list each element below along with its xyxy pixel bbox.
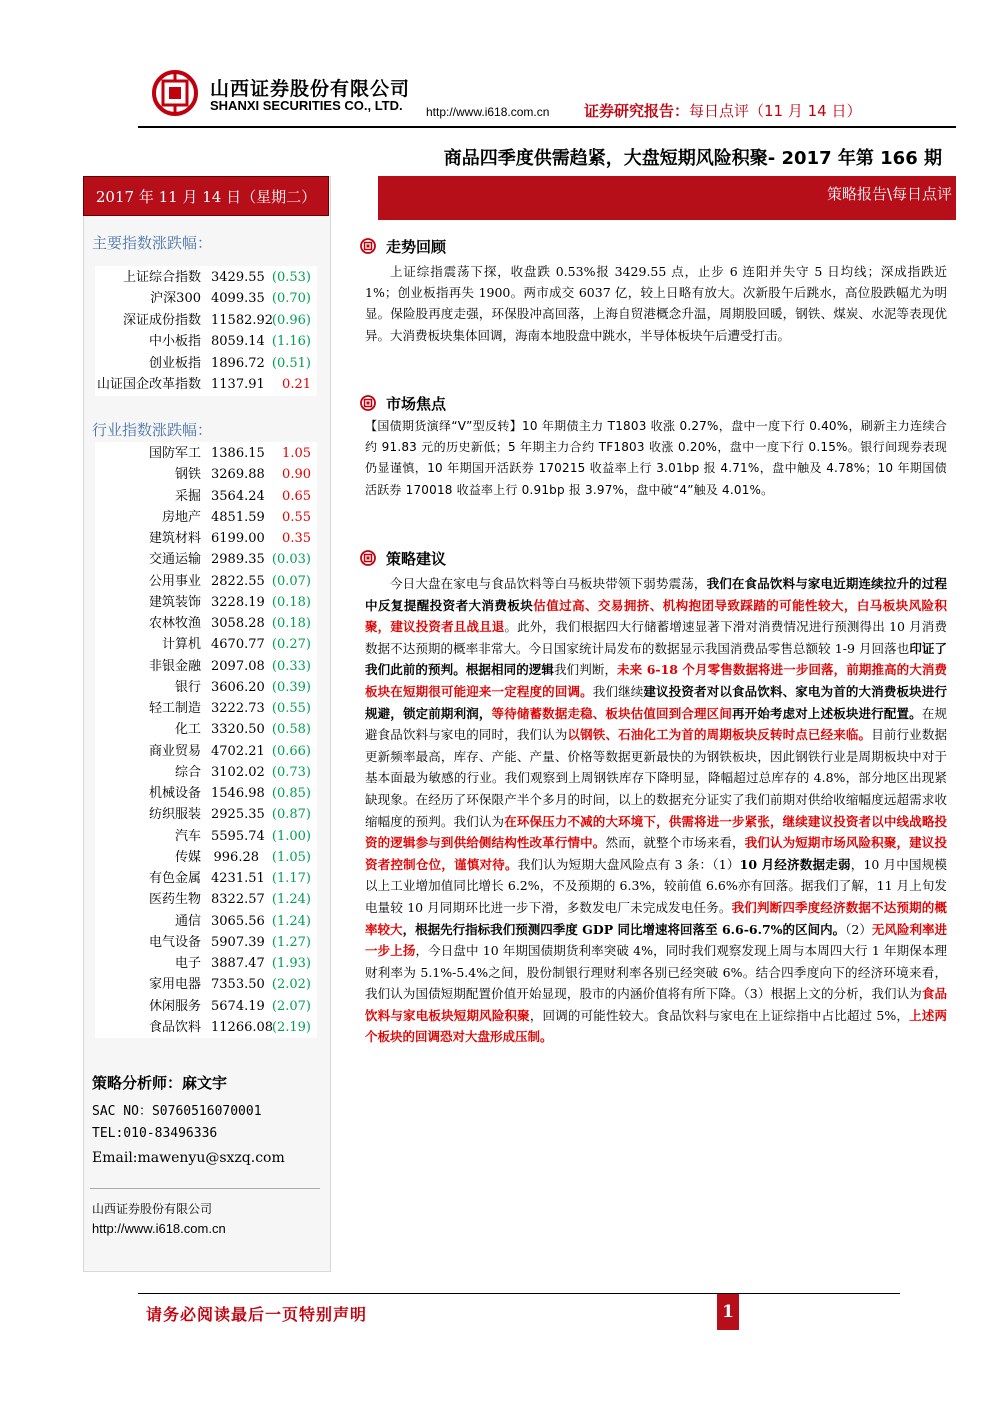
paragraph-segment: 我们判断， — [554, 662, 618, 678]
index-value: 5907.39 — [211, 934, 265, 950]
index-value: 4702.21 — [211, 743, 265, 759]
paragraph-segment: 再开始考虑对上述板块进行配置。 — [731, 705, 922, 721]
index-value: 1896.72 — [211, 355, 265, 371]
category-tag: 策略报告\每日点评 — [826, 185, 952, 203]
paragraph-segment: 然而，就整个市场来看， — [605, 835, 745, 851]
table-row — [95, 592, 317, 613]
report-label: 证券研究报告： — [584, 102, 690, 120]
index-value: 6199.00 — [211, 531, 265, 546]
index-value: 996.28 — [213, 849, 259, 865]
index-value: 3320.50 — [211, 722, 265, 738]
table-row — [95, 288, 317, 309]
table-row — [95, 974, 317, 995]
table-row — [95, 996, 317, 1017]
header-divider — [138, 126, 956, 128]
index-value: 2097.08 — [211, 658, 265, 674]
page-title: 商品四季度供需趋紧，大盘短期风险积聚- 2017 年第 166 期 — [443, 148, 942, 169]
index-value: 3058.28 — [211, 616, 265, 631]
index-change: (0.66) — [271, 743, 311, 759]
index-name: 有色金属 — [148, 871, 201, 886]
table-row — [95, 443, 317, 464]
index-name: 电子 — [174, 956, 201, 971]
paragraph-segment: ，回调的可能性较大。食品饮料与家电在上证综指中占比超过 5%， — [529, 1007, 910, 1023]
index-value: 1546.98 — [211, 786, 265, 801]
header-url[interactable]: http://www.i618.com.cn — [426, 105, 550, 119]
index-name: 非银金融 — [148, 658, 201, 674]
index-change: 0.55 — [282, 509, 311, 525]
index-value: 5595.74 — [211, 828, 265, 844]
index-value: 8059.14 — [211, 334, 265, 350]
index-change: (2.07) — [271, 998, 311, 1014]
paragraph-segment: 我们在食品饮料与家电近期连续拉升的过程中反复提醒投资者大消费板块 — [365, 576, 947, 613]
paragraph-segment: 在环保压力不减的大环境下，供需将进一步紧张，继续建议投资者以中线战略投资的逻辑参与到供给侧结构性改革行情中。 — [365, 813, 947, 851]
index-change: (1.27) — [271, 934, 311, 950]
page-number: 1 — [717, 1294, 739, 1330]
index-change: 1.05 — [282, 446, 311, 461]
paragraph-segment: 等待储蓄数据走稳、板块估值回到合理区间 — [491, 705, 732, 721]
index-value: 1386.15 — [211, 446, 265, 461]
index-name: 建筑材料 — [148, 531, 201, 546]
index-change: (2.02) — [271, 977, 311, 993]
table-row — [95, 741, 317, 762]
index-change: 0.65 — [282, 488, 311, 504]
paragraph-segment: 我们继续 — [592, 683, 644, 699]
index-change: (0.85) — [271, 786, 311, 801]
index-value: 4099.35 — [211, 291, 265, 307]
section-logo-icon — [360, 550, 376, 566]
paragraph-segment: 无风险利率进一步上扬 — [365, 921, 947, 959]
paragraph-segment: 今日大盘在家电与食品饮料等白马板块带领下弱势震荡， — [390, 576, 707, 591]
index-name: 商业贸易 — [148, 743, 201, 759]
index-change: (1.24) — [271, 892, 311, 908]
index-change: 0.35 — [282, 531, 311, 546]
section-title: 市场焦点 — [386, 395, 447, 413]
industry-index-heading: 行业指数涨跌幅： — [92, 421, 213, 439]
index-name: 深证成份指数 — [122, 312, 201, 328]
index-change: (0.51) — [271, 355, 311, 371]
paragraph-segment: 以钢铁、石油化工为首的周期板块反转时点已经来临。 — [567, 727, 872, 743]
index-name: 汽车 — [174, 828, 201, 844]
paragraph-segment: 未来 6-18 个月零售数据将进一步回落，前期推高的大消费板块在短期很可能迎来一定程度的回调。 — [365, 662, 947, 699]
index-change: (0.96) — [271, 312, 311, 328]
paragraph-segment: 。此外，我们根据四大行储蓄增速显著下滑对消费情况进行预测得出 10 月消费数据不达预期的概率非常大。今日国家统计局发布的数据显示我国消费品零售总额较 1-9 月回落也 — [365, 619, 947, 656]
footer-divider — [138, 1293, 900, 1294]
section-heading-strategy — [360, 548, 446, 569]
table-row — [95, 267, 317, 288]
table-row — [95, 464, 317, 485]
index-value: 11582.92 — [211, 312, 274, 328]
report-type-value: 每日点评（11 月 14 日） — [689, 102, 862, 120]
table-row — [95, 762, 317, 783]
index-value: 11266.08 — [211, 1019, 274, 1035]
paragraph-segment: 我们判断四季度经济数据不达预期的概率较大 — [365, 899, 947, 937]
index-change: (0.03) — [271, 552, 311, 568]
paragraph-segment: 目前行业数据更新频率最高，库存、产能、产量、价格等数据更新最快的为钢铁板块，因此钢铁行业是周期板块中对于基本面最为敏感的行业。我们观察到上周钢铁库存下降明显，降幅超过总库存的 4.8%，部分地区出现紧缺现象。在经历了环保限产半个多月的时间，以上的数据充分证实了我们前期对供给收缩幅度远超需求收缩幅度的预判。我们认为 — [365, 727, 947, 829]
paragraph-segment: 10 月经济数据走弱 — [739, 856, 851, 872]
index-change: (0.18) — [271, 594, 311, 610]
index-value: 8322.57 — [211, 892, 265, 908]
index-name: 山证国企改革指数 — [96, 377, 201, 392]
table-row — [95, 656, 317, 677]
index-change: (1.93) — [271, 956, 311, 971]
section-logo-icon — [360, 395, 376, 411]
index-name: 传媒 — [174, 849, 201, 865]
index-name: 纺织服装 — [148, 807, 201, 823]
paragraph-focus: 【国债期货演绎“V”型反转】10 年期债主力 T1803 收涨 0.27%，盘中一度下行 0.40%，刷新主力连续合约 91.83 元的历史新低；5 年期主力合约 TF1803 收涨 0.20%，盘中一度下行 0.15%。银行间现券表现仍显谨慎，10 年期国开活跃券 170215 收益率上行 3.01bp 报 4.71%，盘中触及 4.78%；10 年期国债活跃券 170018 收益率上行 0.91bp 报 3.97%，盘中破“4”触及 4.01%。 — [365, 419, 947, 497]
index-change: (1.16) — [271, 334, 311, 350]
sidebar-company: 山西证券股份有限公司 — [92, 1202, 213, 1216]
index-value: 2989.35 — [211, 552, 265, 568]
index-change: (0.53) — [271, 270, 311, 285]
index-name: 钢铁 — [174, 467, 201, 483]
main-index-heading: 主要指数涨跌幅： — [92, 234, 213, 252]
index-value: 1137.91 — [211, 377, 265, 392]
company-name-cn: 山西证券股份有限公司 — [210, 78, 411, 100]
section-logo-icon — [360, 238, 376, 254]
analyst-sac: SAC NO：S0760516070001 — [92, 1104, 262, 1119]
table-row — [95, 932, 317, 953]
table-row — [95, 507, 317, 528]
index-name: 计算机 — [161, 637, 201, 653]
table-row — [95, 374, 317, 395]
paragraph-segment: 印证了我们此前的预判。根据相同的逻辑 — [365, 640, 947, 678]
sidebar-url[interactable]: http://www.i618.com.cn — [92, 1221, 226, 1236]
table-row — [95, 698, 317, 719]
sidebar-divider — [90, 1188, 320, 1189]
index-name: 综合 — [174, 764, 201, 780]
index-change: (0.87) — [271, 807, 311, 823]
paragraph-segment: ，今日盘中 10 年期国债期货利率突破 4%，同时我们观察发现上周与本周四大行 1 年期保本理财利率为 5.1%-5.4%之间，股份制银行理财利率各别已经突破 6%。结合四季度向下的经济环境来看，我们认为国债短期配置价值开始显现，股市的内涵价值将有所下降。（3）根据上文的分析，我们认为 — [365, 943, 948, 1002]
index-change: (2.19) — [271, 1019, 311, 1035]
table-row — [95, 868, 317, 889]
index-name: 轻工制造 — [148, 701, 201, 716]
index-change: (0.07) — [271, 573, 311, 589]
table-row — [95, 486, 317, 507]
index-name: 上证综合指数 — [122, 270, 201, 285]
index-change: (1.05) — [271, 849, 311, 865]
table-row — [95, 889, 317, 910]
table-row — [95, 847, 317, 868]
index-change: (0.27) — [271, 637, 311, 653]
index-value: 5674.19 — [211, 998, 265, 1014]
analyst-tel: TEL:010-83496336 — [92, 1126, 218, 1141]
table-row — [95, 1017, 317, 1038]
index-name: 化工 — [174, 722, 201, 738]
index-name: 休闲服务 — [148, 998, 201, 1014]
table-row — [95, 804, 317, 825]
index-change: (0.73) — [271, 764, 311, 780]
paragraph-segment: ，10 月中国规模以上工业增加值同比增长 6.2%，不及预期的 6.3%，较前值 6.6%亦有回落。据我们了解，11 月上旬发电量较 10 月同期环比进一步下滑，多数发电厂未完成发电任务。 — [365, 856, 947, 915]
table-row — [95, 953, 317, 974]
table-row — [95, 719, 317, 740]
index-name: 创业板指 — [148, 355, 201, 371]
index-change: (1.17) — [271, 871, 311, 886]
index-value: 3887.47 — [211, 956, 265, 971]
section-title: 策略建议 — [386, 550, 447, 568]
index-value: 4851.59 — [211, 509, 265, 525]
index-value: 2822.55 — [211, 573, 265, 589]
index-change: 0.90 — [282, 467, 311, 483]
index-name: 国防军工 — [148, 446, 201, 461]
section-heading-focus — [360, 393, 446, 414]
analyst-name: 策略分析师：麻文宇 — [92, 1074, 228, 1092]
company-logo-icon — [152, 70, 198, 116]
index-change: (0.58) — [271, 722, 311, 738]
index-change: (1.24) — [271, 913, 311, 929]
table-row — [95, 310, 317, 331]
paragraph-trend: 上证综指震荡下探，收盘跌 0.53%报 3429.55 点，止步 6 连阳并失守 5 日均线；深成指跌近 1%；创业板指再失 1900。两市成交 6037 亿，较上日略有放大。次新股午后跳水，高位股跌幅尤为明显。保险股再度走强，环保股冲高回落，上海自贸港概念升温，周期股回暖，钢铁、煤炭、水泥等表现优异。大消费板块集体回调，海南本地股盘中跳水，半导体板块午后遭受打击。 — [365, 264, 947, 343]
paragraph-segment: 建议投资者对以食品饮料、家电为首的大消费板块进行规避，锁定前期利润， — [365, 683, 947, 721]
index-value: 2925.35 — [211, 807, 265, 823]
index-value: 3228.19 — [211, 594, 265, 610]
table-row — [95, 634, 317, 655]
index-change: (0.39) — [271, 679, 311, 695]
index-name: 通信 — [174, 913, 201, 929]
table-row — [95, 613, 317, 634]
table-row — [95, 353, 317, 374]
report-type — [584, 100, 862, 121]
index-name: 中小板指 — [148, 334, 201, 350]
index-value: 3222.73 — [211, 701, 265, 716]
index-value: 3269.88 — [211, 467, 265, 483]
index-change: 0.21 — [282, 377, 311, 392]
index-change: (1.00) — [271, 828, 311, 844]
paragraph-segment: 上述两个板块的回调恐对大盘形成压制。 — [365, 1007, 947, 1045]
paragraph-segment: 我们认为短期大盘风险点有 3 条：（1） — [517, 856, 740, 872]
index-change: (0.18) — [271, 616, 311, 631]
index-change: (0.33) — [271, 658, 311, 674]
index-value: 3102.02 — [211, 764, 265, 780]
table-row — [95, 549, 317, 570]
index-name: 医药生物 — [148, 892, 201, 908]
table-row — [95, 826, 317, 847]
table-row — [95, 331, 317, 352]
index-name: 家用电器 — [148, 977, 201, 993]
table-row — [95, 528, 317, 549]
index-value: 7353.50 — [211, 977, 265, 993]
table-row — [95, 677, 317, 698]
paragraph-segment: ，根据先行指标我们预测四季度 GDP 同比增速将回落至 6.6-6.7%的区间内。 — [402, 921, 846, 937]
index-value: 3429.55 — [211, 270, 265, 285]
paragraph-strategy — [365, 573, 947, 1048]
table-row — [95, 911, 317, 932]
section-title: 走势回顾 — [386, 238, 447, 256]
table-row — [95, 783, 317, 804]
index-value: 3606.20 — [211, 679, 265, 695]
paragraph-segment: 我们认为短期市场风险积聚，建议投资者控制仓位，谨慎对待。 — [365, 835, 947, 872]
index-name: 食品饮料 — [148, 1019, 201, 1035]
company-name-en: SHANXI SECURITIES CO., LTD. — [210, 98, 403, 113]
report-date: 2017 年 11 月 14 日（星期二） — [83, 176, 329, 216]
index-value: 3065.56 — [211, 913, 265, 929]
index-name: 沪深300 — [150, 291, 201, 307]
index-value: 4231.51 — [211, 871, 265, 886]
section-heading-trend — [360, 236, 446, 257]
index-name: 农林牧渔 — [148, 616, 201, 631]
table-row — [95, 571, 317, 592]
index-name: 采掘 — [174, 488, 201, 504]
index-name: 银行 — [174, 679, 201, 695]
index-name: 公用事业 — [148, 573, 201, 589]
analyst-email[interactable]: Email:mawenyu@sxzq.com — [92, 1150, 285, 1166]
paragraph-segment: 在规避食品饮料与家电的同时，我们认为 — [365, 705, 947, 743]
index-name: 交通运输 — [148, 552, 201, 568]
index-value: 4670.77 — [211, 637, 265, 653]
index-name: 建筑装饰 — [148, 594, 201, 610]
paragraph-segment: （2） — [845, 921, 872, 937]
index-change: (0.70) — [271, 291, 311, 307]
index-name: 电气设备 — [148, 934, 201, 950]
index-change: (0.55) — [271, 701, 311, 716]
index-name: 房地产 — [161, 509, 201, 525]
paragraph-segment: 估值过高、交易拥挤、机构抱团导致踩踏的可能性较大，白马板块风险积聚，建议投资者且战且退 — [365, 597, 947, 635]
paragraph-segment: 食品饮料与家电板块短期风险积聚 — [365, 986, 947, 1023]
disclaimer-note: 请务必阅读最后一页特别声明 — [146, 1305, 368, 1324]
index-name: 机械设备 — [148, 786, 201, 801]
index-value: 3564.24 — [211, 488, 265, 504]
